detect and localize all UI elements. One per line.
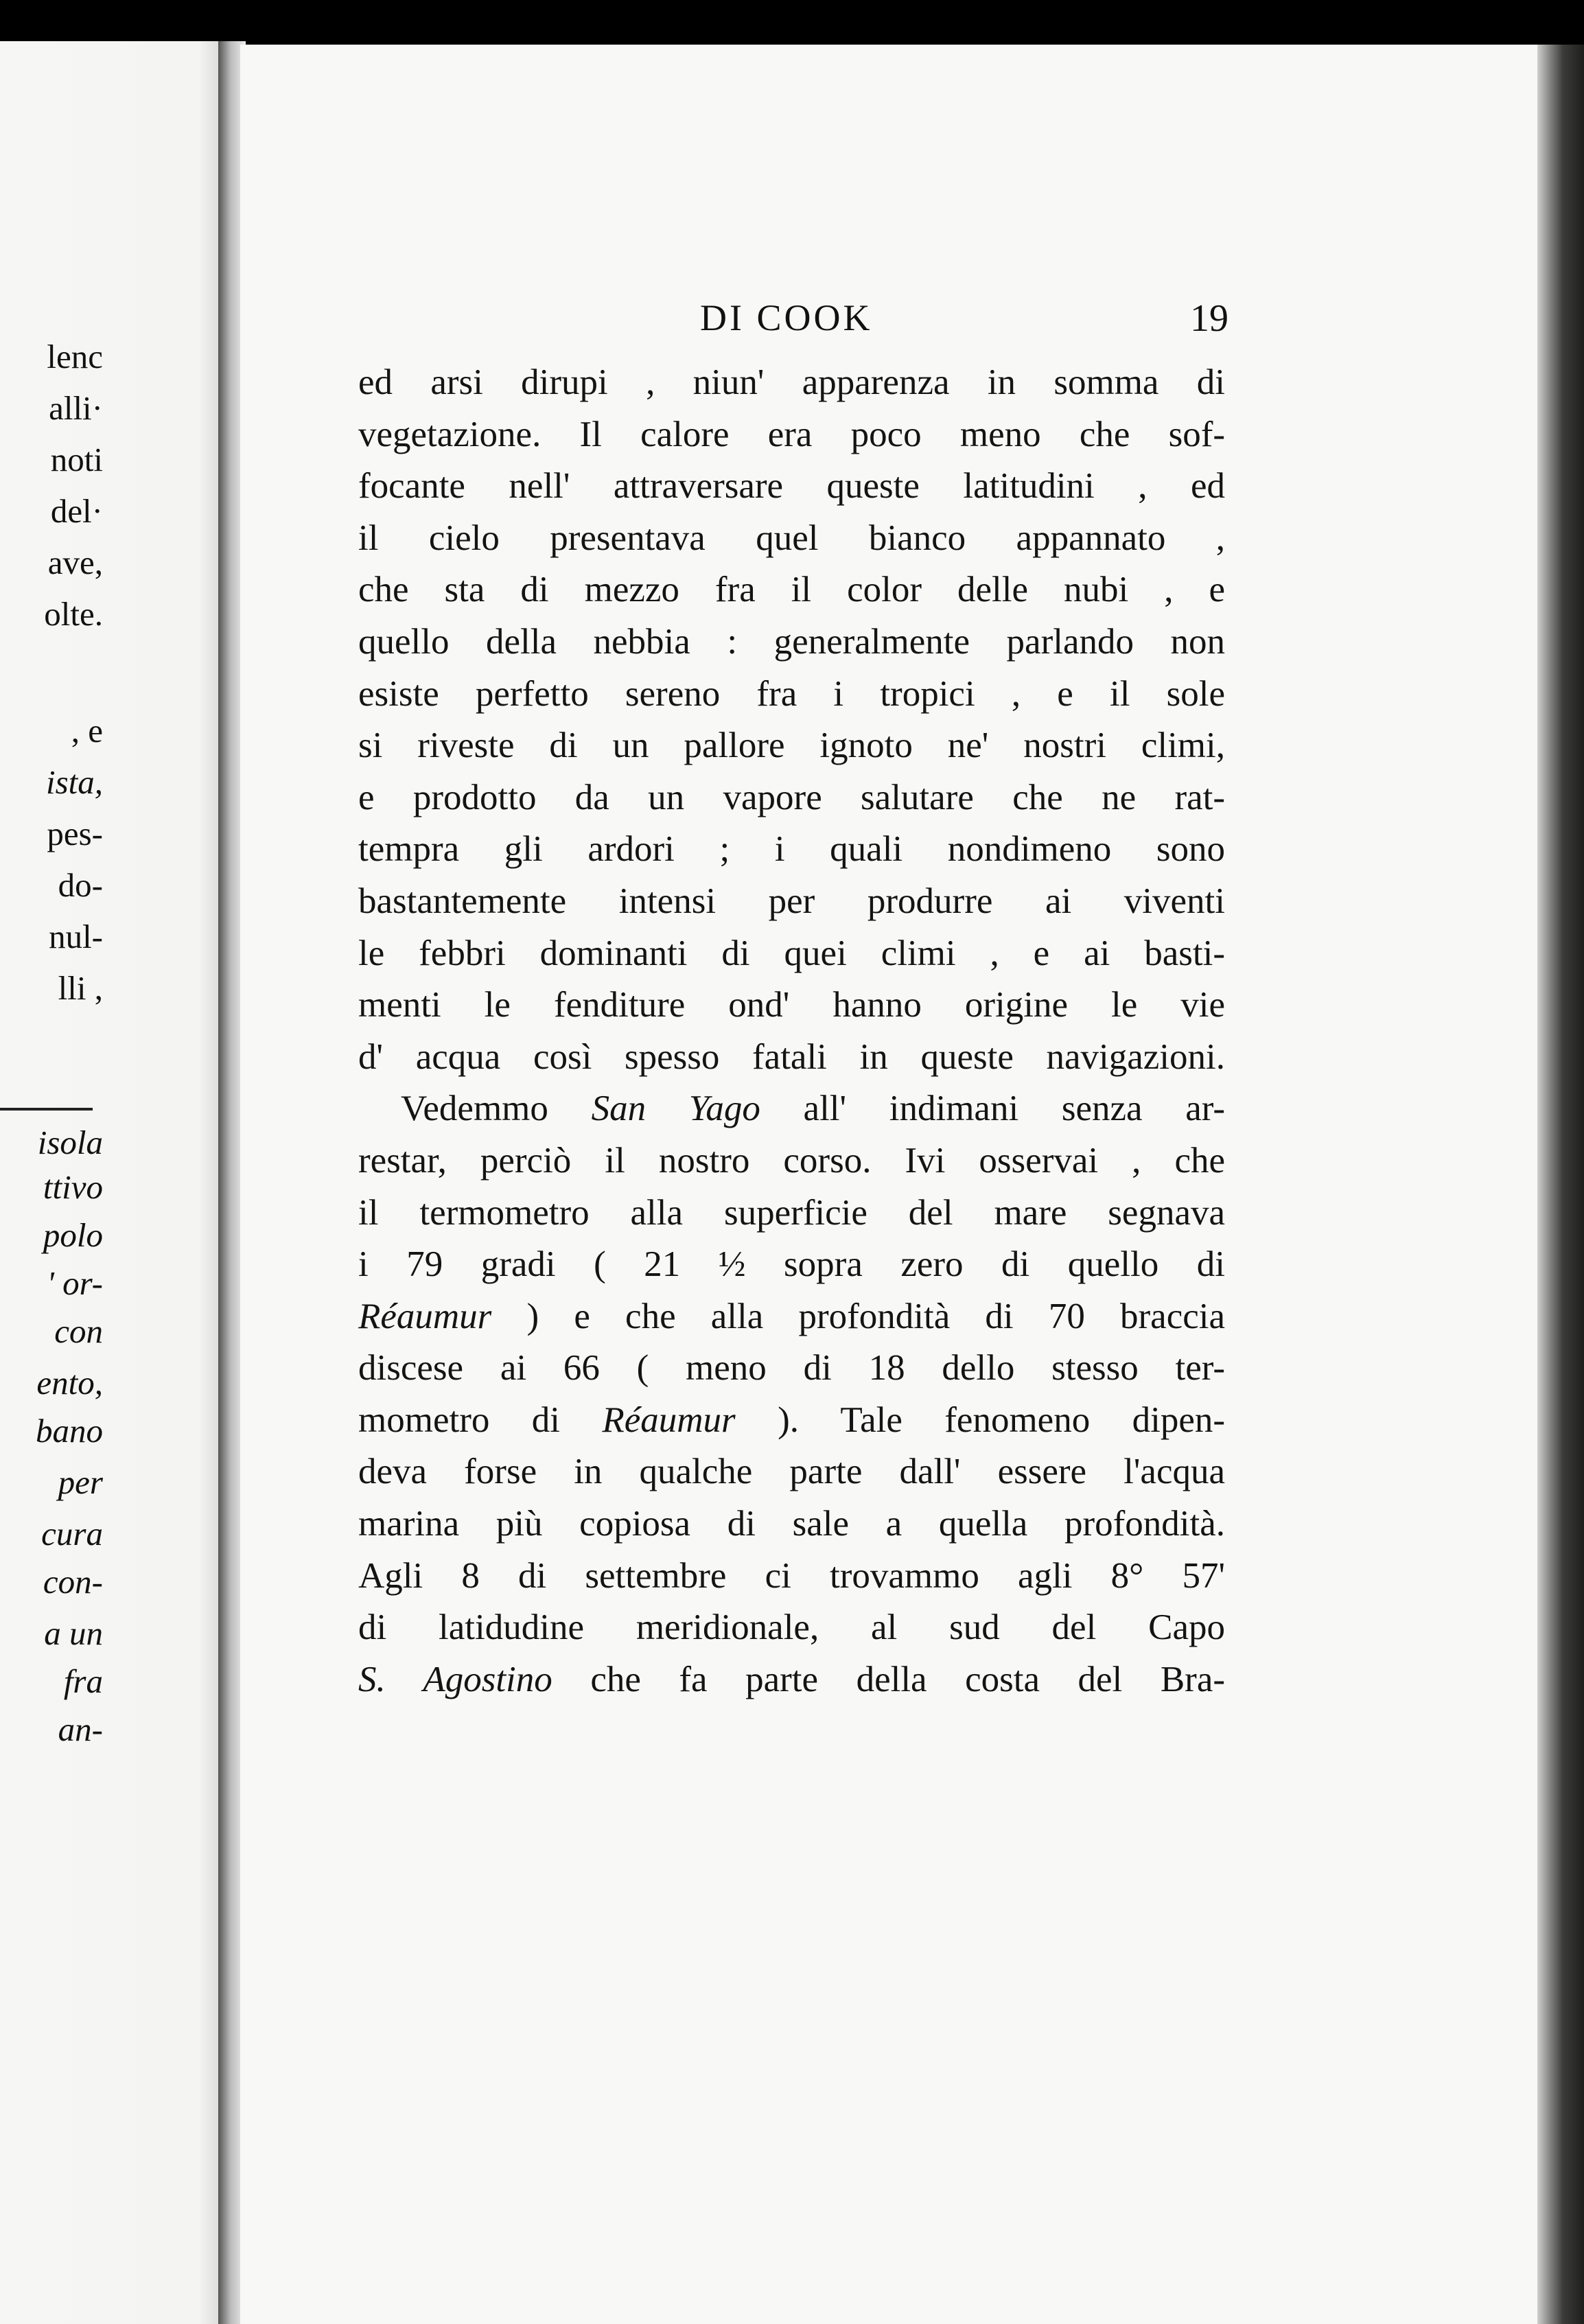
text-segment: deva forse in qualche parte dall' essere l'acqua — [358, 1452, 1225, 1492]
left-page-fragment: con — [54, 1312, 103, 1350]
text-segment: il cielo presentava quel bianco appannato , — [358, 518, 1225, 558]
text-line — [358, 1239, 1225, 1291]
left-page-fragment: olte. — [44, 595, 103, 633]
page-number: 19 — [1190, 297, 1228, 340]
text-segment: marina più copiosa di sale a quella profondità. — [358, 1504, 1225, 1544]
text-segment: Agli 8 di settembre ci trovammo agli 8° 57' — [358, 1555, 1225, 1596]
left-page-fragment: lli , — [58, 969, 103, 1007]
text-segment: quello della nebbia : generalmente parlando non — [358, 621, 1225, 662]
text-segment: d' acqua così spesso fatali in queste navigazioni. — [358, 1036, 1225, 1077]
italic-text: S. Agostino — [358, 1659, 552, 1699]
text-line — [358, 1291, 1225, 1343]
text-line — [358, 1395, 1225, 1447]
text-line — [358, 720, 1225, 772]
text-line — [358, 1083, 1225, 1135]
body-text — [358, 357, 1225, 1706]
text-segment: esiste perfetto sereno fra i tropici , e il sole — [358, 673, 1225, 714]
left-page-fragment: lenc — [47, 338, 103, 375]
left-page-fragment: polo — [43, 1216, 103, 1254]
left-page-fragment: an- — [58, 1710, 103, 1748]
left-page-fragment: nul- — [49, 918, 103, 955]
text-line — [358, 928, 1225, 980]
left-page-fragment: con- — [43, 1563, 103, 1601]
italic-text: Réaumur — [358, 1296, 492, 1336]
text-line — [358, 1550, 1225, 1603]
left-page-fragment: del· — [50, 492, 103, 530]
text-line — [358, 409, 1225, 461]
text-line — [358, 1187, 1225, 1240]
text-segment: mometro di — [358, 1399, 603, 1440]
italic-text: San Yago — [591, 1089, 760, 1129]
text-line — [358, 616, 1225, 669]
text-line — [358, 1343, 1225, 1395]
footnote-rule — [0, 1108, 93, 1111]
text-line — [358, 824, 1225, 876]
left-page-fragment: per — [58, 1463, 103, 1501]
text-segment: di latidudine meridionale, al sud del Capo — [358, 1607, 1225, 1648]
text-segment: bastantemente intensi per produrre ai viventi — [358, 881, 1225, 921]
left-page-fragment: ttivo — [43, 1168, 103, 1206]
text-segment: il termometro alla superficie del mare segnava — [358, 1192, 1225, 1233]
italic-text: Réaumur — [602, 1399, 736, 1440]
text-segment: e prodotto da un vapore salutare che ne rat- — [358, 777, 1225, 817]
left-page-fragment: ista, — [45, 763, 103, 801]
text-segment: che sta di mezzo fra il color delle nubi , e — [358, 570, 1225, 610]
page-edge — [1537, 45, 1584, 2324]
left-page-fragment: cura — [41, 1515, 103, 1553]
text-segment: ed arsi dirupi , niun' apparenza in somma di — [358, 362, 1225, 402]
text-segment: focante nell' attraversare queste latitudini , ed — [358, 466, 1225, 507]
left-page — [0, 41, 233, 2324]
left-page-fragment: fra — [63, 1662, 103, 1700]
left-page-fragment: ' or- — [47, 1264, 103, 1302]
text-line — [358, 564, 1225, 616]
left-page-fragment: alli· — [49, 389, 103, 427]
text-segment: menti le fenditure ond' hanno origine le vie — [358, 985, 1225, 1025]
text-segment: si riveste di un pallore ignoto ne' nostri climi, — [358, 725, 1225, 766]
left-page-fragment: ave, — [47, 544, 103, 581]
text-line — [358, 1654, 1225, 1706]
text-segment: discese ai 66 ( meno di 18 dello stesso ter- — [358, 1348, 1225, 1388]
text-segment: vegetazione. Il calore era poco meno che sof- — [358, 414, 1225, 454]
left-page-fragment: pes- — [47, 815, 103, 852]
text-segment: tempra gli ardori ; i quali nondimeno sono — [358, 829, 1225, 870]
text-segment: all' indimani senza ar- — [760, 1089, 1225, 1129]
text-line — [358, 979, 1225, 1032]
left-page-fragment: noti — [50, 441, 103, 478]
text-line — [358, 1498, 1225, 1550]
text-line — [358, 1602, 1225, 1654]
text-segment: Vedemmo — [401, 1089, 592, 1129]
left-page-fragment: do- — [58, 866, 103, 904]
left-page-fragment: ento, — [36, 1364, 103, 1402]
text-line — [358, 461, 1225, 513]
text-segment: ). Tale fenomeno dipen- — [735, 1399, 1225, 1440]
left-page-fragment: isola — [37, 1124, 103, 1161]
text-line — [358, 1135, 1225, 1187]
left-page-fragment: a un — [44, 1614, 103, 1652]
text-segment: restar, perciò il nostro corso. Ivi osservai , che — [358, 1140, 1225, 1181]
text-line — [358, 513, 1225, 565]
page-header — [357, 297, 1228, 345]
text-line — [358, 876, 1225, 928]
text-segment: ) e che alla profondità di 70 braccia — [491, 1296, 1225, 1336]
text-line — [358, 669, 1225, 721]
text-line — [358, 1446, 1225, 1498]
text-line — [358, 772, 1225, 824]
text-line — [358, 1032, 1225, 1084]
text-segment: le febbri dominanti di quei climi , e ai basti- — [358, 933, 1225, 973]
text-segment: che fa parte della costa del Bra- — [552, 1659, 1225, 1699]
running-head: DI COOK — [700, 297, 873, 338]
left-page-fragment: , e — [71, 712, 103, 750]
text-segment: i 79 gradi ( 21 ½ sopra zero di quello di — [358, 1244, 1225, 1285]
text-line — [358, 357, 1225, 409]
left-page-fragment: bano — [36, 1412, 103, 1450]
